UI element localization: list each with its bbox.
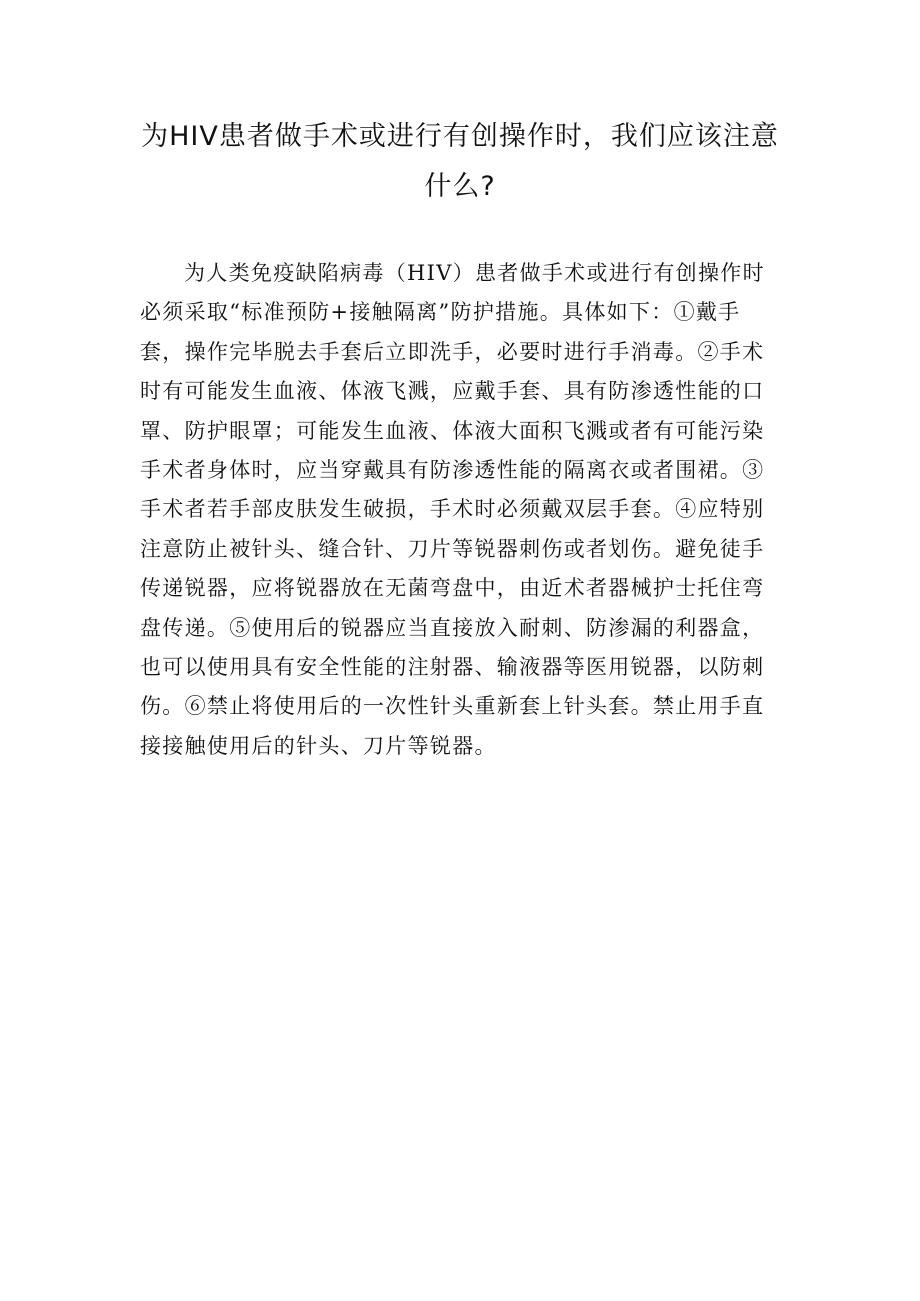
title-line: 为HIV患者做手术或进行有创操作时，我们应该注意 xyxy=(141,121,779,152)
body-line: 伤。⑥禁止将使用后的一次性针头重新套上针头套。禁止用手直 xyxy=(140,694,765,719)
body-line: 也可以使用具有安全性能的注射器、输液器等医用锐器，以防刺 xyxy=(140,655,765,680)
title-line: 什么? xyxy=(424,171,496,202)
body-line: 接接触使用后的针头、刀片等锐器。 xyxy=(140,733,497,758)
document-title xyxy=(130,112,790,212)
body-line: 时有可能发生血液、体液飞溅，应戴手套、具有防渗透性能的口 xyxy=(140,379,765,404)
body-line: 手术者身体时，应当穿戴具有防渗透性能的隔离衣或者围裙。③ xyxy=(140,458,765,483)
body-line: 罩、防护眼罩；可能发生血液、体液大面积飞溅或者有可能污染 xyxy=(140,418,765,443)
body-line: 必须采取“标准预防+接触隔离”防护措施。具体如下：①戴手 xyxy=(140,300,741,325)
body-line: 盘传递。⑤使用后的锐器应当直接放入耐刺、防渗漏的利器盒， xyxy=(140,615,765,640)
body-line: 套，操作完毕脱去手套后立即洗手，必要时进行手消毒。②手术 xyxy=(140,339,765,364)
body-line: 为人类免疫缺陷病毒（HIV）患者做手术或进行有创操作时 xyxy=(184,261,765,285)
body-line: 传递锐器，应将锐器放在无菌弯盘中，由近术者器械护士托住弯 xyxy=(140,576,765,601)
body-line: 手术者若手部皮肤发生破损，手术时必须戴双层手套。④应特别 xyxy=(140,497,765,522)
body-line: 注意防止被针头、缝合针、刀片等锐器刺伤或者划伤。避免徒手 xyxy=(140,536,765,561)
document-body xyxy=(140,254,785,766)
